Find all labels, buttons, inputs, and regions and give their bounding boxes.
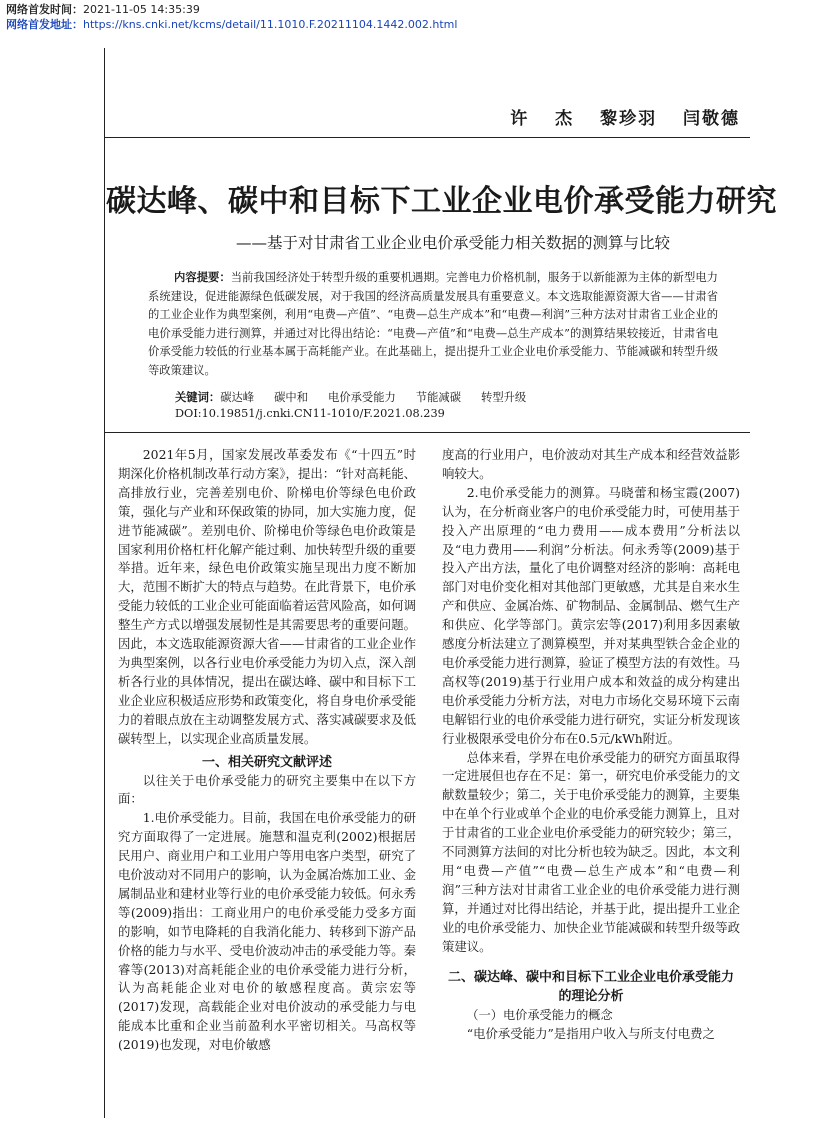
column-gutter <box>428 446 429 1118</box>
keyword-item: 节能减碳 <box>415 391 462 404</box>
paragraph: 以往关于电价承受能力的研究主要集中在以下方面： <box>118 772 416 807</box>
header-rule <box>104 137 750 138</box>
first-publish-time <box>6 2 457 17</box>
paper-subtitle: ——基于对甘肃省工业企业电价承受能力相关数据的测算与比较 <box>236 234 671 252</box>
paper-title: 碳达峰、碳中和目标下工业企业电价承受能力研究 <box>106 184 777 219</box>
keywords <box>175 389 546 405</box>
author-names: 许 杰 黎珍羽 闫敬德 <box>510 109 740 129</box>
keyword-item: 碳达峰 <box>220 391 255 404</box>
margin-rule-vertical <box>104 48 105 1118</box>
body-column-right <box>442 446 740 1044</box>
publication-meta <box>6 2 457 32</box>
first-publish-address-link[interactable]: https://kns.cnki.net/kcms/detail/11.1010.F.20211104.1442.002.html <box>83 18 458 31</box>
abstract <box>148 269 718 381</box>
first-publish-time-value: 2021-11-05 14:35:39 <box>83 3 200 16</box>
paragraph: 度高的行业用户，电价波动对其生产成本和经营效益影响较大。 <box>442 447 740 481</box>
body-column-left <box>118 446 416 1055</box>
keywords-label: 关键词： <box>175 391 221 404</box>
paragraph: “电价承受能力”是指用户收入与所支付电费之 <box>466 1026 715 1042</box>
first-publish-time-label: 网络首发时间： <box>6 3 83 16</box>
paragraph: 总体来看，学界在电价承受能力的研究方面虽取得一定进展但也存在不足：第一，研究电价承受能力的文献数量较少；第二，关于电价承受能力的测算，主要集中在单个行业或单个企业的电价承受能力测算上，且对于甘肃省的工业企业电价承受能力的研究较少；第三，不同测算方法间的对比分析也较为缺乏。因此，本文利用“电费—产值”“电费—总生产成本”和“电费—利润”三种方法对甘肃省工业企业的电价承受能力进行测算，并通过对比得出结论，并基于此，提出提升工业企业的电价承受能力、加快企业节能减碳和转型升级等政策建议。 <box>442 749 740 954</box>
keyword-item: 转型升级 <box>481 391 527 404</box>
keyword-item: 电价承受能力 <box>328 391 396 404</box>
abstract-rule <box>104 432 750 433</box>
abstract-label: 内容提要： <box>174 271 231 284</box>
abstract-text: 当前我国经济处于转型升级的重要机遇期。完善电力价格机制，服务于以新能源为主体的新型电力系统建设，促进能源绿色低碳发展，对于我国的经济高质量发展具有重要意义。本文选取能源资源大省——甘肃省的工业企业作为典型案例，利用“电费—产值”、“电费—总生产成本”和“电费—利润”三种方法对甘肃省工业企业的电价承受能力进行测算，并通过对比得出结论：“电费—产值”和“电费—总生产成本”的测算结果较接近，甘肃省电价承受能力较低的行业基本属于高耗能产业。在此基础上，提出提升工业企业电价承受能力、节能减碳和转型升级等政策建议。 <box>148 271 718 377</box>
first-publish-address-label: 网络首发地址： <box>6 18 83 31</box>
keyword-item: 碳中和 <box>274 391 309 404</box>
paragraph: 2.电价承受能力的测算。马晓蕾和杨宝霞(2007)认为，在分析商业客户的电价承受能力时，可使用基于投入产出原理的“电力费用——成本费用”分析法以及“电力费用——利润”分析法。何永秀等(2009)基于投入产出方法，量化了电价调整对经济的影响：高耗电部门对电价变化相对其他部门更敏感，尤其是自来水生产和供应、金属冶炼、矿物制品、金属制品、燃气生产和供应、化学等部门。黄宗宏等(2017)利用多因素敏感度分析法建立了测算模型，并对某典型铁合金企业的电价承受能力进行测算，验证了模型方法的有效性。马高权等(2019)基于行业用户成本和效益的成分构建出电价承受能力分析方法，对电力市场化交易环境下云南电解铝行业的电价承受能力进行研究，实证分析发现该行业极限承受电价分布在0.5元/kWh附近。 <box>442 484 740 746</box>
first-publish-address[interactable] <box>6 17 457 32</box>
section-heading: 二、碳达峰、碳中和目标下工业企业电价承受能力的理论分析 <box>447 970 734 1005</box>
subsection-heading: （一）电价承受能力的概念 <box>466 1008 613 1023</box>
doi: DOI:10.19851/j.cnki.CN11-1010/F.2021.08.239 <box>175 407 445 420</box>
section-heading: 一、相关研究文献评述 <box>201 754 332 770</box>
paragraph: 2021年5月，国家发展改革委发布《“十四五”时期深化价格机制改革行动方案》，提出：“针对高耗能、高排放行业，完善差别电价、阶梯电价等绿色电价政策，强化与产业和环保政策的协同，加大实施力度，促进节能减碳”。差别电价、阶梯电价等绿色电价政策是国家利用价格杠杆化解产能过剩、加快转型升级的重要举措。近年来，绿色电价政策实施呈现出力度不断加大，范围不断扩大的特点与趋势。在此背景下，电价承受能力较低的工业企业可能面临着运营风险高，如何调整生产方式以增强发展韧性是其需要思考的重要问题。因此，本文选取能源资源大省——甘肃省的工业企业作为典型案例，以各行业电价承受能力为切入点，深入剖析各行业的具体情况，提出在碳达峰、碳中和目标下工业企业应积极适应形势和政策变化，将自身电价承受能力的着眼点放在主动调整发展方式、落实减碳要求及低碳转型上，以实现企业高质量发展。 <box>118 447 416 746</box>
paragraph: 1.电价承受能力。目前，我国在电价承受能力的研究方面取得了一定进展。施慧和温克利(2002)根据居民用户、商业用户和工业用户等用电客户类型，研究了电价波动对不同用户的影响，认为金属冶炼加工业、金属制品业和建材业等行业的电价承受能力较低。何永秀等(2009)指出：工商业用户的电价承受能力受多方面的影响，如节电降耗的自我消化能力、转移到下游产品价格的能力与水平、受电价波动冲击的承受能力等。秦睿等(2013)对高耗能企业的电价承受能力进行分析，认为高耗能企业对电价的敏感程度高。黄宗宏等(2017)发现，高载能企业对电价波动的承受能力与电能成本比重和企业当前盈利水平密切相关。马高权等(2019)也发现，对电价敏感 <box>118 810 416 1053</box>
